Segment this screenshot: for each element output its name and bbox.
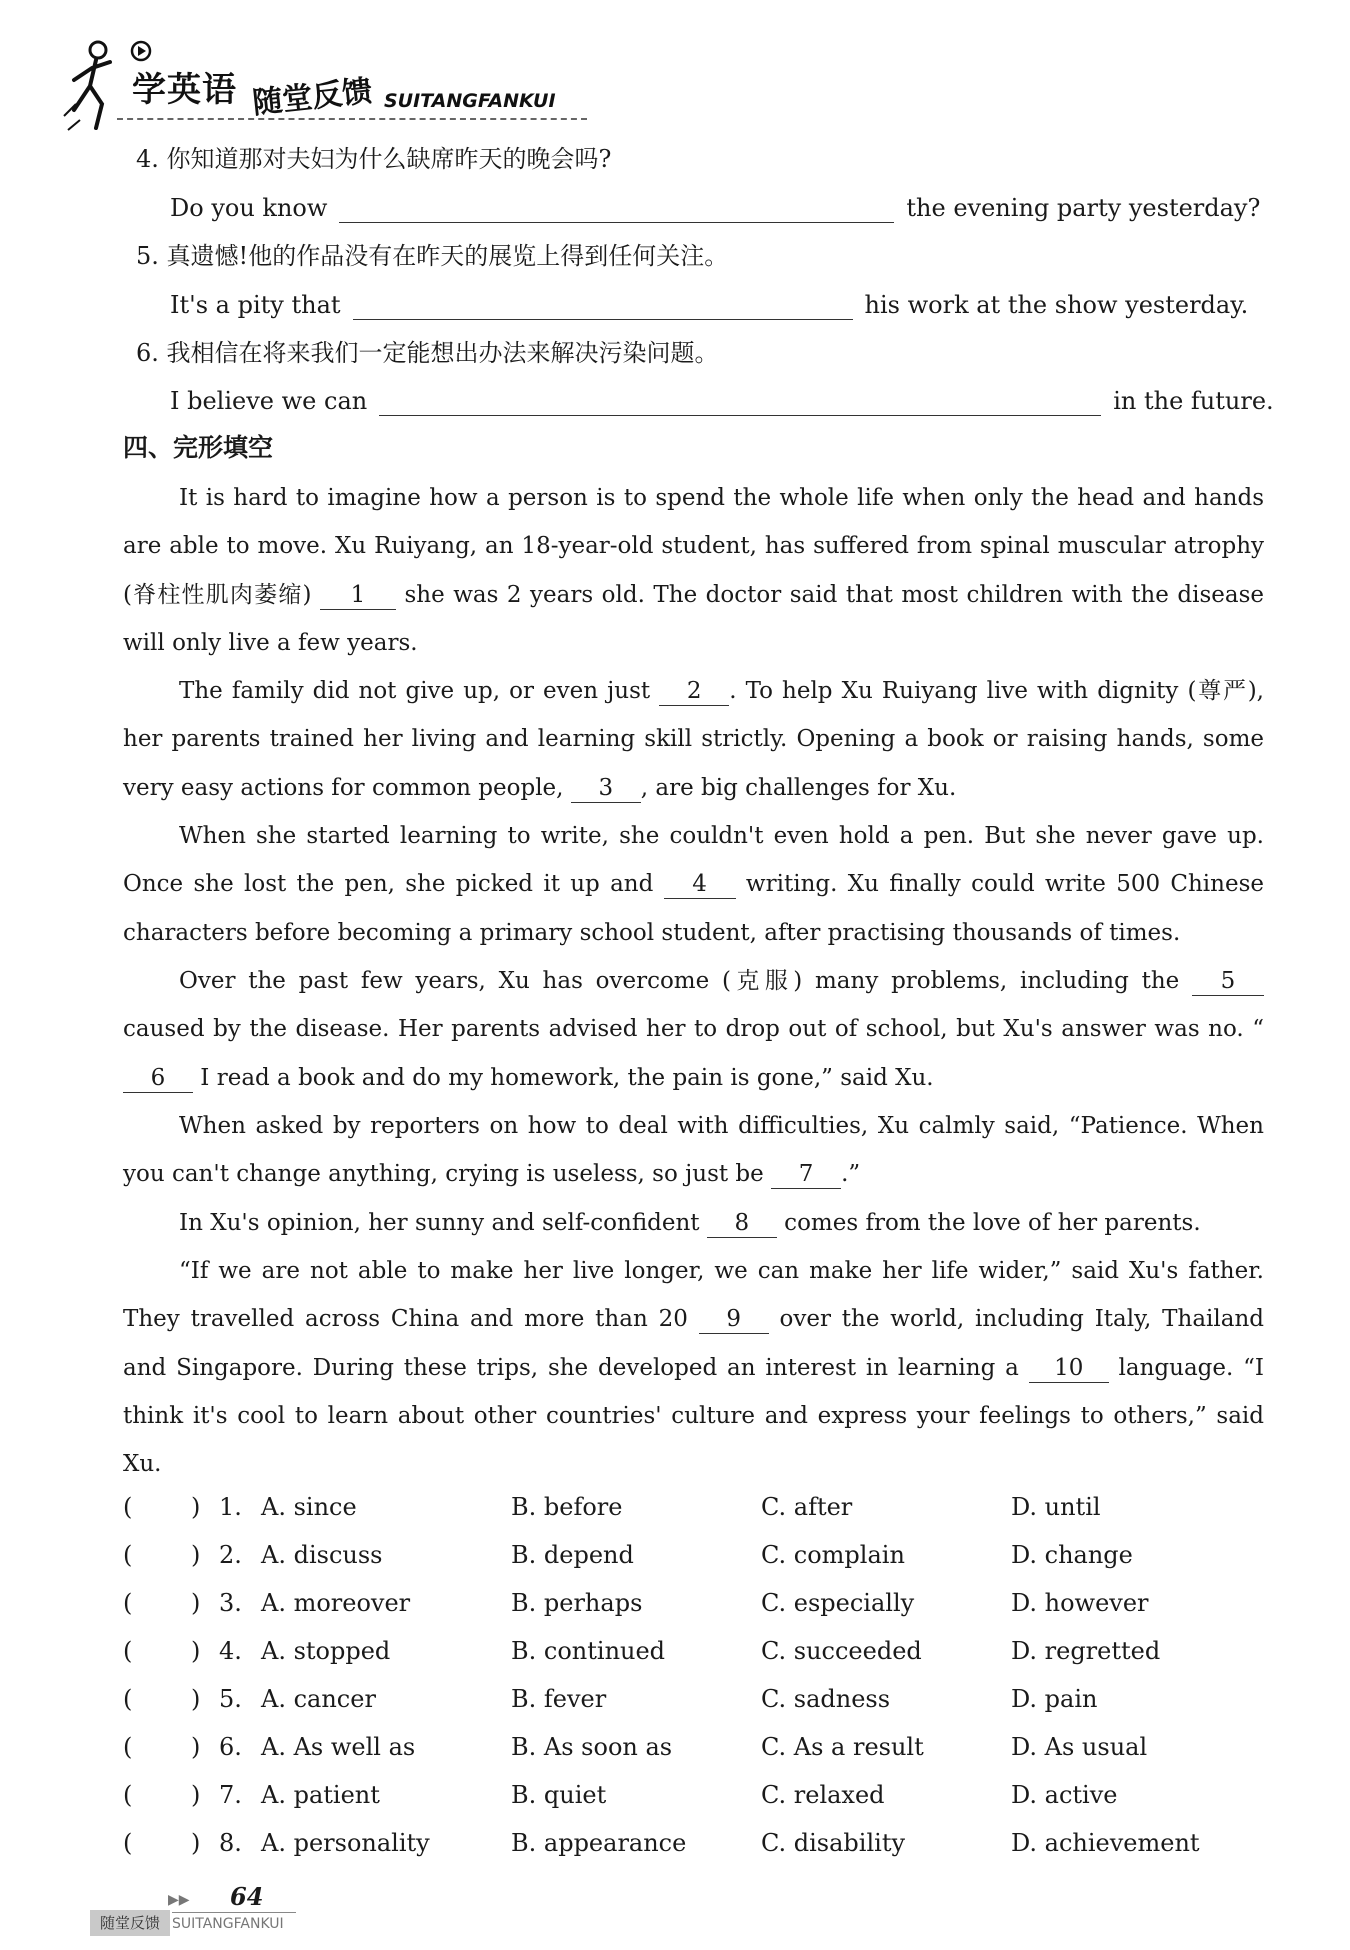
- cloze-blank-3[interactable]: 3: [571, 774, 641, 803]
- option-c[interactable]: C. complain: [761, 1541, 905, 1569]
- option-a[interactable]: A. personality: [261, 1829, 430, 1857]
- option-d[interactable]: D. regretted: [1011, 1637, 1161, 1665]
- cloze-blank-5[interactable]: 5: [1192, 967, 1264, 996]
- option-a[interactable]: A. As well as: [261, 1733, 416, 1761]
- header-subtitle: 随堂反馈: [250, 73, 374, 122]
- answer-bracket[interactable]: (: [123, 1829, 133, 1857]
- section-title: 四、完形填空: [123, 433, 274, 462]
- cloze-blank-2[interactable]: 2: [659, 677, 729, 706]
- passage-paragraph-3: When she started learning to write, she couldn't even hold a pen. But she never gave up. Once she lost the pen, she picked it up and 4 writing. Xu finally could write 500 Chinese characters before becoming a primary school student, after practising thousands of times.: [123, 823, 1264, 946]
- item-5-chinese: 5. 真遗憾!他的作品没有在昨天的展览上得到任何关注。: [136, 242, 729, 270]
- cloze-blank-1[interactable]: 1: [320, 581, 396, 610]
- option-c[interactable]: C. relaxed: [761, 1781, 885, 1809]
- answer-bracket[interactable]: (: [123, 1637, 133, 1665]
- item-5-answer-blank[interactable]: [353, 293, 853, 320]
- page-number: 64: [230, 1882, 264, 1911]
- option-b[interactable]: B. fever: [511, 1685, 607, 1713]
- option-b[interactable]: B. As soon as: [511, 1733, 673, 1761]
- answer-bracket[interactable]: (: [123, 1733, 133, 1761]
- option-b[interactable]: B. perhaps: [511, 1589, 643, 1617]
- passage-paragraph-5: When asked by reporters on how to deal with difficulties, Xu calmly said, “Patience. When you can't change anything, crying is useless, so just be 7 .”: [123, 1113, 1264, 1188]
- passage-paragraph-7: “If we are not able to make her live longer, we can make her life wider,” said Xu's father. They travelled across China and more than 20 9 over the world, including Italy, Thailand and Singapore. During these trips, she developed an interest in learning a 10 language. “I think it's cool to learn about other countries' culture and express your feelings to others,” said Xu.: [123, 1258, 1264, 1478]
- option-b[interactable]: B. depend: [511, 1541, 634, 1569]
- option-c[interactable]: C. especially: [761, 1589, 915, 1617]
- option-c[interactable]: C. after: [761, 1493, 853, 1521]
- answer-bracket[interactable]: (: [123, 1781, 133, 1809]
- option-a[interactable]: A. patient: [261, 1781, 380, 1809]
- item-6-english: I believe we can in the future.: [170, 387, 1274, 415]
- header-divider: [117, 118, 587, 120]
- answer-bracket[interactable]: (: [123, 1541, 133, 1569]
- cloze-blank-6[interactable]: 6: [123, 1064, 193, 1093]
- option-c[interactable]: C. disability: [761, 1829, 906, 1857]
- cloze-blank-4[interactable]: 4: [664, 870, 736, 899]
- option-b[interactable]: B. appearance: [511, 1829, 687, 1857]
- answer-bracket[interactable]: (: [123, 1685, 133, 1713]
- option-d[interactable]: D. until: [1011, 1493, 1101, 1521]
- answer-bracket[interactable]: (: [123, 1589, 133, 1617]
- item-4-answer-blank[interactable]: [339, 196, 894, 223]
- option-a[interactable]: A. moreover: [261, 1589, 411, 1617]
- passage-paragraph-4: Over the past few years, Xu has overcome (克服) many problems, including the 5 caused by the disease. Her parents advised her to drop out of school, but Xu's answer was no. “6 I read a book and do my homework, the pain is gone,” said Xu.: [123, 968, 1264, 1091]
- option-d[interactable]: D. active: [1011, 1781, 1118, 1809]
- item-5-english: It's a pity that his work at the show yesterday.: [170, 291, 1249, 319]
- option-a[interactable]: A. cancer: [261, 1685, 376, 1713]
- passage-paragraph-6: In Xu's opinion, her sunny and self-confident 8 comes from the love of her parents.: [179, 1210, 1201, 1236]
- footer-label: 随堂反馈 SUITANGFANKUI: [90, 1910, 296, 1940]
- answer-bracket[interactable]: (: [123, 1493, 133, 1521]
- option-a[interactable]: A. stopped: [261, 1637, 391, 1665]
- footer-arrow-icon: ▶▶: [168, 1892, 190, 1908]
- item-4-chinese: 4. 你知道那对夫妇为什么缺席昨天的晚会吗?: [136, 145, 612, 173]
- option-b[interactable]: B. continued: [511, 1637, 666, 1665]
- header-title: 学英语: [132, 70, 237, 110]
- page-header: [62, 40, 582, 140]
- option-d[interactable]: D. achievement: [1011, 1829, 1200, 1857]
- option-d[interactable]: D. change: [1011, 1541, 1133, 1569]
- option-d[interactable]: D. As usual: [1011, 1733, 1148, 1761]
- option-c[interactable]: C. succeeded: [761, 1637, 922, 1665]
- cloze-blank-10[interactable]: 10: [1029, 1354, 1109, 1383]
- option-b[interactable]: B. quiet: [511, 1781, 607, 1809]
- option-a[interactable]: A. since: [261, 1493, 357, 1521]
- item-6-answer-blank[interactable]: [379, 389, 1101, 416]
- cloze-blank-8[interactable]: 8: [707, 1209, 777, 1238]
- option-a[interactable]: A. discuss: [261, 1541, 383, 1569]
- passage-paragraph-2: The family did not give up, or even just 2 . To help Xu Ruiyang live with dignity (尊严), her parents trained her living and learning skill strictly. Opening a book or raising hands, some very easy actions for common people, 3 , are big challenges for Xu.: [123, 678, 1264, 801]
- header-latin: SUITANGFANKUI: [384, 90, 556, 112]
- cloze-blank-7[interactable]: 7: [771, 1160, 841, 1189]
- item-6-chinese: 6. 我相信在将来我们一定能想出办法来解决污染问题。: [136, 339, 719, 367]
- option-d[interactable]: D. however: [1011, 1589, 1149, 1617]
- option-b[interactable]: B. before: [511, 1493, 623, 1521]
- cloze-blank-9[interactable]: 9: [699, 1305, 769, 1334]
- item-4-english: Do you know the evening party yesterday?: [170, 194, 1261, 222]
- option-c[interactable]: C. As a result: [761, 1733, 924, 1761]
- passage-paragraph-1: It is hard to imagine how a person is to spend the whole life when only the head and hands are able to move. Xu Ruiyang, an 18-year-old student, has suffered from spinal muscular atrophy (脊柱性肌肉萎缩) 1 she was 2 years old. The doctor said that most children with the disease will only live a few years.: [123, 485, 1264, 656]
- option-c[interactable]: C. sadness: [761, 1685, 891, 1713]
- worksheet-page: 学英语 随堂反馈 SUITANGFANKUI 4. 你知道那对夫妇为什么缺席昨天的晚会吗? Do you know the evening party yesterday? 5. 真遗憾!他的作品没有在昨天的展览上得到任何关注。 It's a pity that his work at the show yesterday. 6. 我相信在将来我们一定能想出办法来解决污染问题。 I believe we can in the future. 四、完形填空 It is hard to imagine how a person is to spend the whole life when only the head and hands are able to move. Xu Ruiyang, an 18-year-old student, has suffered from spinal muscular atrophy (脊柱性肌肉萎缩) 1 she was 2 years old. The doctor said that most children with the disease will only live a few years. The family did not give up, or even just 2 . To help Xu Ruiyang live with dignity (尊严), her parents trained her living and learning skill strictly. Opening a book or raising hands, some very easy actions for common people, 3 , are big challenges for Xu. When she started learning to write, she couldn't even hold a pen. But she never gave up. Once she lost the pen, she picked it up and 4 writing. Xu finally could write 500 Chinese characters before becoming a primary school student, after practising thousands of times. Over the past few years, Xu has overcome (克服) many problems, including the 5 caused by the disease. Her parents advised her to drop out of school, but Xu's answer was no. “6 I read a book and do my homework, the pain is gone,” said Xu. When asked by reporters on how to deal with difficulties, Xu calmly said, “Patience. When you can't change anything, crying is useless, so just be 7 .” In Xu's opinion, her sunny and self-confident 8 comes from the love of her parents. “If we are not able to make her live longer, we can make her life wider,” said Xu's father. They travelled across China and more than 20 9 over the world, including Italy, Thailand and Singapore. During these trips, she developed an interest in learning a 10 language. “I think it's cool to learn about other countries' culture and express your feelings to others,” said Xu. ( ) 1. A. since B. before C. after D. until ( ) 2. A. discuss B. depend C. complain D. change ( ) 3. A. moreover B. perhaps C. especially D. however ( ) 4. A. stopped B. continued C. succeeded D. regretted ( ) 5. A. cancer B. fever C. sadness D. pain ( ) 6. A. As well as B. As soon as C. As a result D. As usual ( ) 7. A. patient B. quiet C. relaxed D. active ( ) 8. A. personality B. appearance C. disability D. achievement ▶▶ 64 随堂反馈 SUITANGFANKUI: [0, 0, 1350, 1950]
- play-icon: [130, 40, 152, 62]
- option-d[interactable]: D. pain: [1011, 1685, 1098, 1713]
